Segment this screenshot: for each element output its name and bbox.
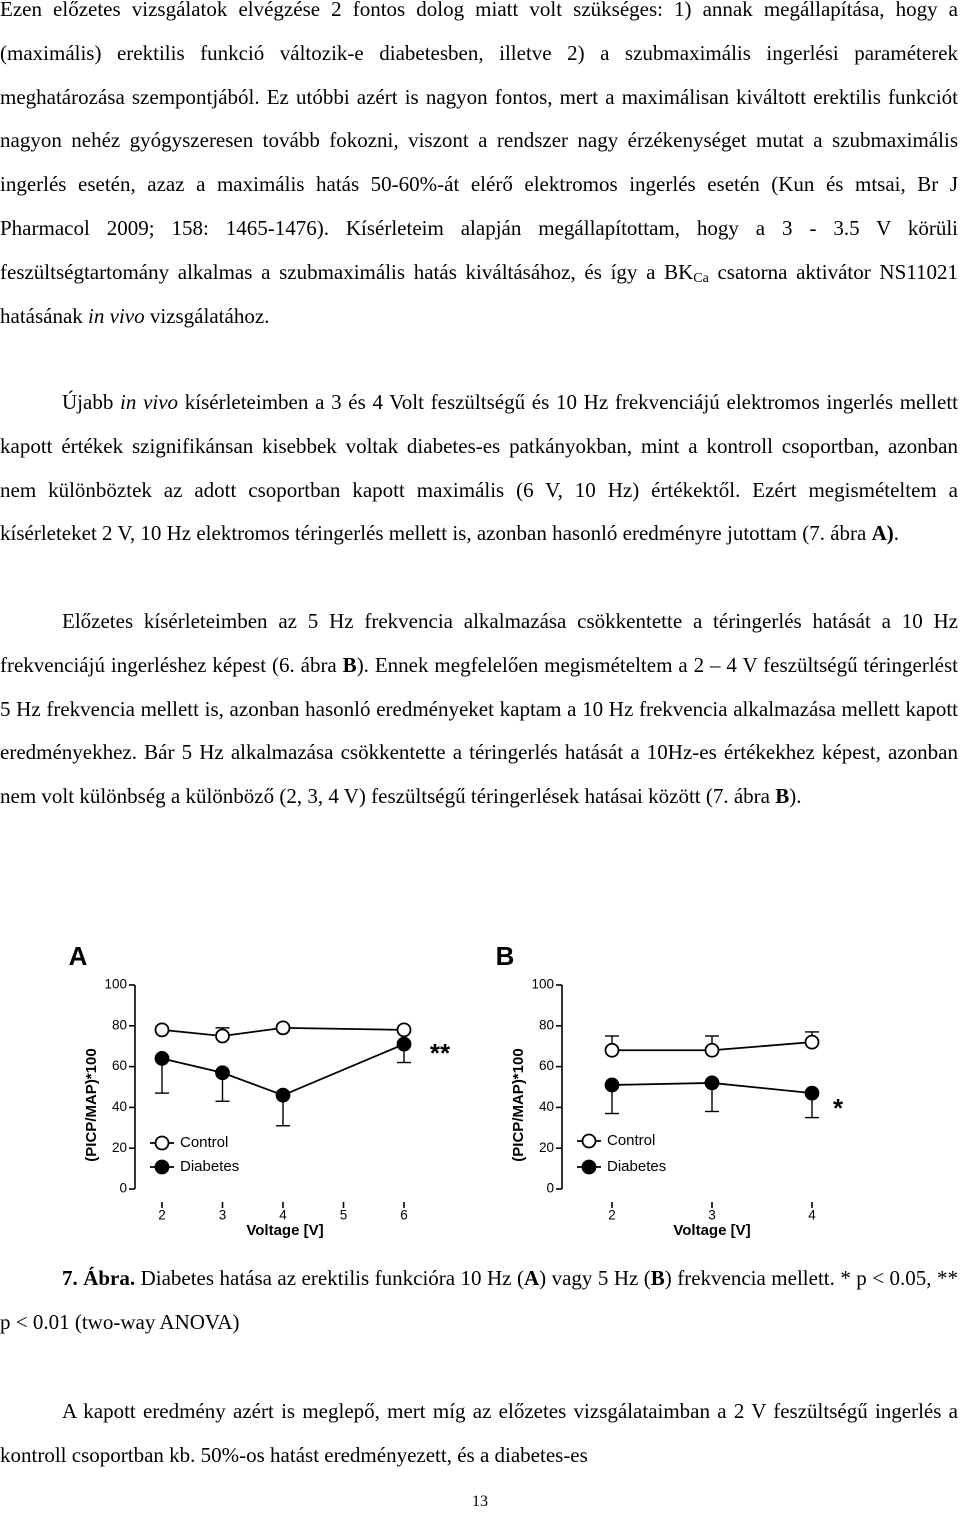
- panel-a-diabetes-line: [162, 1044, 404, 1095]
- panel-b-y-tick-label: 100: [531, 976, 554, 992]
- panel-a-y-tick-label: 80: [111, 1017, 127, 1033]
- panel-a-control-point: [277, 1021, 290, 1034]
- panel-b-legend-marker: [583, 1161, 596, 1174]
- panel-b-y-tick-label: 40: [538, 1098, 554, 1114]
- panel-a-diabetes-point: [398, 1038, 411, 1051]
- panel-a-y-tick-label: 20: [111, 1139, 127, 1155]
- panel-a-label: A: [68, 940, 88, 971]
- panel-b-diabetes-point: [706, 1076, 719, 1089]
- panel-a-legend-entry: Diabetes: [180, 1157, 240, 1175]
- paragraph-4: A kapott eredmény azért is meglepő, mert míg az előzetes vizsgálataimban a 2 V feszültségű ingerlés a kontroll csoportban kb. 50%-os hatást eredményezett, és a diabetes-es: [0, 1399, 958, 1467]
- panel-b-control-point: [606, 1044, 619, 1057]
- panel-b-y-tick-label: 60: [538, 1058, 554, 1074]
- panel-b-x-axis-label: Voltage [V]: [673, 1221, 751, 1239]
- figure-7: [0, 925, 960, 1245]
- panel-a-control-point: [216, 1030, 229, 1043]
- paragraph-2: Újabb in vivo kísérleteimben a 3 és 4 Volt feszültségű és 10 Hz frekvenciájú elektromos ingerlés mellett kapott értékek szignifikánsan kisebbek voltak diabetes-es patkányokban, mint a kontroll csoportban, azonban nem különböztek az adott csoportban kapott maximális (6 V, 10 Hz) értékektől. Ezért megismételtem a kísérleteket 2 V, 10 Hz elektromos téringerlés mellett is, azonban hasonló eredményre jutottam (7. ábra A).: [0, 390, 959, 546]
- panel-b-control-point: [806, 1036, 819, 1049]
- panel-b-x-tick-label: 3: [708, 1207, 716, 1223]
- panel-b-x-tick-label: 2: [608, 1207, 616, 1223]
- panel-a-x-tick-label: 6: [400, 1207, 408, 1223]
- panel-a-y-axis-label: (PICP/MAP)*100: [82, 1048, 100, 1162]
- panel-a-control-point: [156, 1023, 169, 1036]
- panel-a-y-tick-label: 100: [104, 976, 127, 992]
- panel-b-control-point: [706, 1044, 719, 1057]
- paragraph-3: Előzetes kísérleteimben az 5 Hz frekvencia alkalmazása csökkentette a téringerlés hatását a 10 Hz frekvenciájú ingerléshez képest (6. ábra B). Ennek megfelelően megismételtem a 2 – 4 V feszültségű téringerlést 5 Hz frekvencia mellett is, azonban hasonló eredményeket kaptam a 10 Hz frekvencia alkalmazása mellett kapott eredményekhez. Bár 5 Hz alkalmazása csökkentette a téringerlés hatását a 10Hz-es értékekhez képest, azonban nem volt különbség a különböző (2, 3, 4 V) feszültségű téringerlések hatásai között (7. ábra B).: [0, 609, 958, 809]
- panel-b-y-tick-label: 20: [538, 1139, 554, 1155]
- panel-b-diabetes-point: [606, 1078, 619, 1091]
- panel-b-label: B: [495, 940, 515, 971]
- panel-a-x-tick-label: 5: [339, 1207, 348, 1223]
- panel-b-y-tick-label: 80: [538, 1017, 554, 1033]
- panel-b-y-axis-label: (PICP/MAP)*100: [509, 1048, 527, 1162]
- panel-a-x-tick-label: 3: [218, 1207, 227, 1223]
- panel-a-x-tick-label: 4: [279, 1207, 287, 1223]
- panel-b-legend-entry: Control: [607, 1131, 656, 1149]
- panel-a-y-tick-label: 60: [111, 1058, 127, 1074]
- panel-a-x-axis-label: Voltage [V]: [246, 1221, 324, 1239]
- panel-a-diabetes-point: [156, 1052, 169, 1065]
- figure-7-svg: [0, 925, 960, 1245]
- panel-b-x-tick-label: 4: [808, 1207, 816, 1223]
- panel-a-legend-entry: Control: [180, 1133, 229, 1151]
- panel-a-control-point: [398, 1023, 411, 1036]
- paragraph-1: Ezen előzetes vizsgálatok elvégzése 2 fontos dolog miatt volt szükséges: 1) annak megállapítása, hogy a (maximális) erektilis funkció változik-e diabetesben, illetve 2) a szubmaximális ingerlési paraméterek meghatározása szempontjából. Ez utóbbi azért is nagyon fontos, mert a maximálisan kiváltott erektilis funkciót nagyon nehéz gyógyszeresen tovább fokozni, viszont a rendszer nagy érzékenységet mutat a szubmaximális ingerlés esetén, azaz a maximális hatás 50-60%-át elérő elektromos ingerlés esetén (Kun és mtsai, Br J Pharmacol 2009; 158: 1465-1476). Kísérleteim alapján megállapítottam, hogy a 3 - 3.5 V körüli feszültségtartomány alkalmas a szubmaximális hatás kiváltásához, és így a $BK_{Ca}$ csatorna aktivátor NS11021 hatásának in vivo vizsgálatához.: [0, 0, 958, 328]
- panel-b-legend-entry: Diabetes: [607, 1157, 667, 1175]
- panel-a-diabetes-point: [277, 1089, 290, 1102]
- panel-b-legend-marker: [583, 1135, 596, 1148]
- panel-b-significance-marker: *: [832, 1092, 844, 1123]
- panel-a-x-tick-label: 2: [158, 1207, 166, 1223]
- page-number: 13: [472, 1493, 488, 1510]
- panel-a-diabetes-point: [216, 1066, 229, 1079]
- panel-a-legend-marker: [156, 1137, 169, 1150]
- panel-a-y-tick-label: 0: [119, 1180, 127, 1196]
- panel-a-legend-marker: [156, 1161, 169, 1174]
- panel-a-y-tick-label: 40: [111, 1098, 127, 1114]
- panel-a-significance-marker: **: [429, 1037, 451, 1068]
- figure-caption: 7. Ábra. Diabetes hatása az erektilis funkcióra 10 Hz (A) vagy 5 Hz (B) frekvencia mellett. * p < 0.05, ** p < 0.01 (two-way ANOVA): [0, 1266, 958, 1334]
- panel-b-diabetes-point: [806, 1087, 819, 1100]
- panel-b-y-tick-label: 0: [546, 1180, 554, 1196]
